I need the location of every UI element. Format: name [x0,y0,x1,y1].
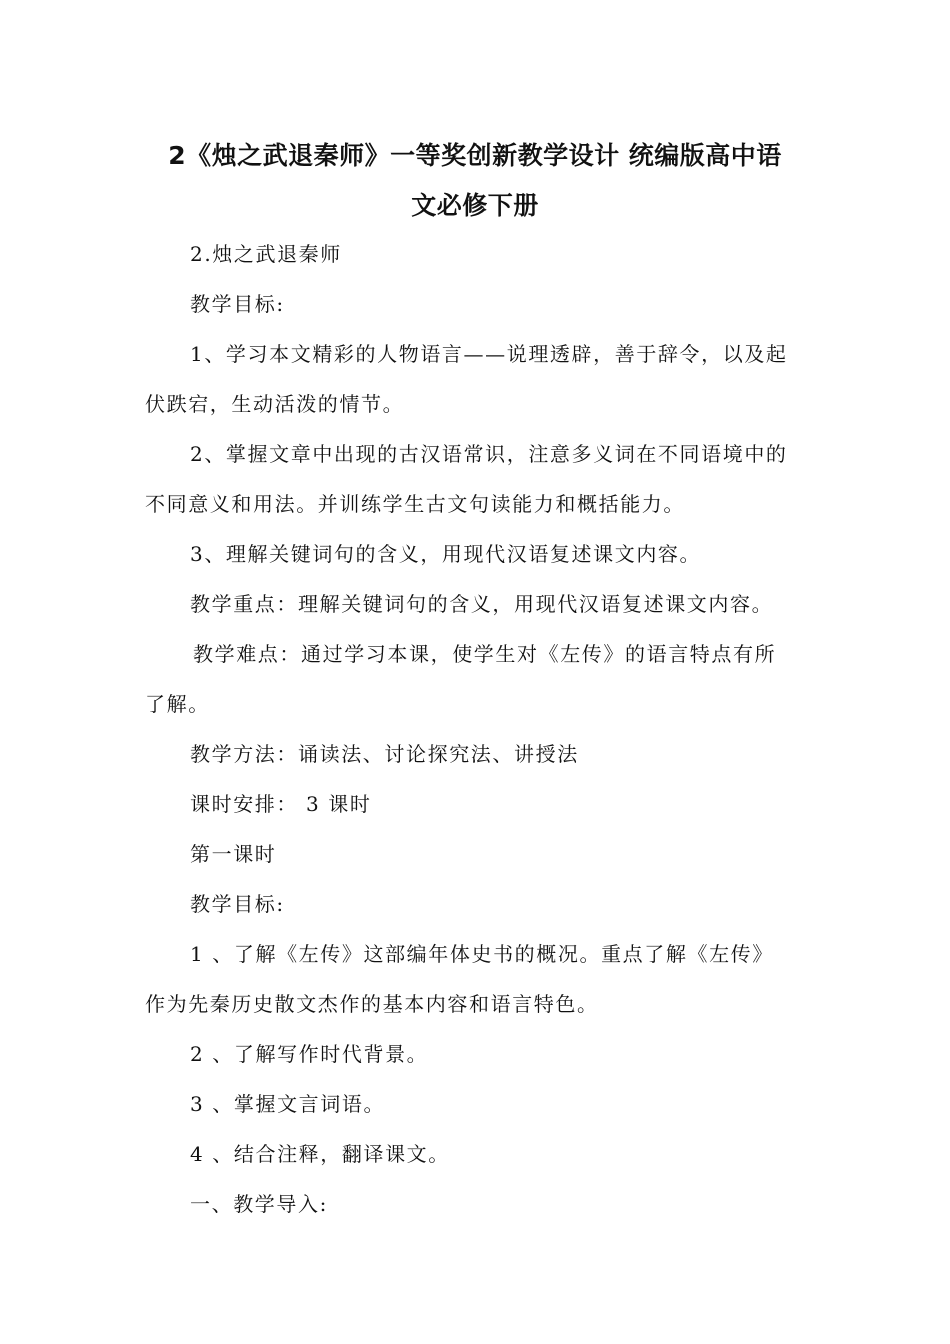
teaching-difficulty-line-2: 了解。 [145,692,210,716]
teaching-methods: 教学方法：诵读法、讨论探究法、讲授法 [190,742,579,766]
teaching-difficulty-line-1: 教学难点：通过学习本课，使学生对《左传》的语言特点有所 [193,642,777,666]
document-title-line-2: 文必修下册 [411,191,539,220]
lesson-goal-4: 4 、结合注释，翻译课文。 [190,1142,450,1166]
document-title-line-1: 2《烛之武退秦师》一等奖创新教学设计 统编版高中语 [168,141,782,170]
first-lesson-heading: 第一课时 [190,842,277,866]
lesson-goal-1-line-1: 1 、了解《左传》这部编年体史书的概况。重点了解《左传》 [190,942,774,966]
class-schedule: 课时安排： 3 课时 [190,792,372,816]
goal-2-line-1: 2、掌握文章中出现的古汉语常识，注意多义词在不同语境中的 [190,442,788,466]
goal-1-line-2: 伏跌宕，生动活泼的情节。 [145,392,405,416]
teaching-goals-label: 教学目标: [190,292,285,316]
goal-1-line-1: 1、学习本文精彩的人物语言——说理透辟，善于辞令，以及起 [190,342,788,366]
section-heading: 2.烛之武退秦师 [190,242,342,266]
teaching-intro-heading: 一、教学导入: [190,1192,328,1216]
lesson-goals-label: 教学目标: [190,892,285,916]
lesson-goal-1-line-2: 作为先秦历史散文杰作的基本内容和语言特色。 [145,992,599,1016]
goal-3: 3、理解关键词句的含义，用现代汉语复述课文内容。 [190,542,702,566]
goal-2-line-2: 不同意义和用法。并训练学生古文句读能力和概括能力。 [145,492,685,516]
lesson-goal-2: 2 、了解写作时代背景。 [190,1042,429,1066]
teaching-focus: 教学重点：理解关键词句的含义，用现代汉语复述课文内容。 [190,592,774,616]
lesson-goal-3: 3 、掌握文言词语。 [190,1092,386,1116]
